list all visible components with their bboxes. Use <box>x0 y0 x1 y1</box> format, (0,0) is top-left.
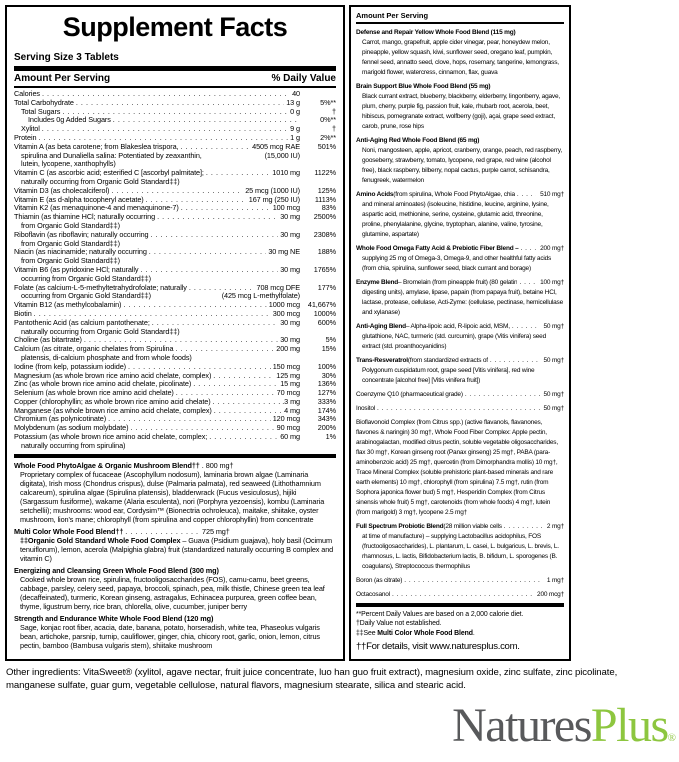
right-item-title: Anti-Aging Red Whole Food Blend (65 mg) <box>356 137 480 144</box>
divider-thick <box>356 603 564 607</box>
nutrient-dv: 2%** <box>320 132 336 142</box>
nutrient-row <box>14 125 336 134</box>
right-item-amount: 50 mg† <box>543 391 564 398</box>
right-item-body: at time of manufacture) – supplying Lactobacillus acidophilus, FOS (fructooligosaccharides), L. plantarum, L. casei, L. bulgaricus, L. brevis, L. rhamnosus, L. lactis, Bifidobacterium lactis, B. bifidum, L. sporogenes (B. coagulans), Streptococcus thermophilus <box>362 533 559 570</box>
nutrient-row <box>14 116 336 125</box>
nutrient-cont-text: occurring from Organic Gold Standard‡‡) <box>21 291 151 301</box>
nutrient-dv: † <box>332 106 336 116</box>
nutrient-dv: 1122% <box>314 168 336 178</box>
nutrient-amount: 30 mg <box>280 229 300 239</box>
blend-title: Energizing and Cleansing Green Whole Food Blend (300 mg) <box>14 565 219 575</box>
nutrient-name: Thiamin (as thiamine HCl; naturally occurring <box>14 212 156 222</box>
nutrient-amount: 30 mg <box>280 264 300 274</box>
naturesplus-logo <box>452 699 676 752</box>
nutrient-dv: 1% <box>325 432 336 442</box>
right-item-title: Trans-Resveratrol <box>356 357 408 364</box>
right-item-line <box>356 28 564 38</box>
right-item-body: Polygonum cuspidatum root, grape seed [Vitis vinifera], red wine concentrate [alcohol free] [Vitis vinifera fruit]) <box>362 367 535 384</box>
nutrient-name: Selenium (as whole brown rice amino acid chelate) <box>14 388 174 398</box>
logo-natures: Natures <box>452 699 591 752</box>
nutrient-dv: 30% <box>321 370 336 380</box>
right-item-body: supplying 25 mg of Omega-3, Omega-9, and other healthful fatty acids (from chia, spirulina, sunflower seed, black currant and borage) <box>362 255 552 272</box>
blend-body-lead: ‡‡Organic Gold Standard Whole Food Complex <box>20 535 181 545</box>
nutrient-dv: 1765% <box>313 264 336 274</box>
nutrient-name: Vitamin B6 (as pyridoxine HCl; naturally <box>14 264 139 274</box>
dot-leader <box>517 190 536 200</box>
nutrient-dv: 41,667% <box>307 300 336 310</box>
right-item <box>356 576 564 586</box>
right-item-title: Defense and Repair Yellow Whole Food Blend (115 mg) <box>356 29 516 36</box>
nutrient-name: Pantothenic Acid (as calcium pantothenate; <box>14 317 150 327</box>
dot-leader <box>125 527 200 536</box>
blend <box>14 527 336 563</box>
right-item-text: – Bromelain (from pineapple fruit) (80 gelatin <box>398 279 518 286</box>
right-item-text: Inositol <box>356 405 375 412</box>
left-blends <box>14 461 336 650</box>
right-item <box>356 356 564 386</box>
nutrient-amount: 25 mcg (1000 IU) <box>245 185 300 195</box>
nutrient-name: Magnesium (as whole brown rice amino acid chelate, complex) <box>14 370 212 380</box>
right-item-text: (from standardized extracts of <box>407 357 488 364</box>
blend <box>14 614 336 650</box>
nutrient-amount: 90 mcg <box>276 423 300 433</box>
blend-body: Sage, konjac root fiber, acacia, date, banana, potato, horseradish, white tea, Phaseolus vulgaris bean, artichoke, parsnip, turnip, cauliflower, ginger, chia, chicory root, garlic, onion, lemon, citrus pectin, bamboo (Bambusa vulgaris stem), shiitake mushroom <box>20 622 320 650</box>
nutrient-amount: 0 g <box>290 106 300 116</box>
nutrient-dv: 600% <box>317 317 336 327</box>
right-item <box>356 278 564 318</box>
right-item <box>356 522 564 572</box>
right-item-title: Enzyme Blend <box>356 279 399 286</box>
right-item-text: Coenzyme Q10 (pharmaceutical grade) <box>356 391 463 398</box>
nutrient-amount: 300 mcg <box>272 308 300 318</box>
right-item-line <box>356 576 564 586</box>
nutrient-cont-text: naturally occurring from Organic Gold Standard‡‡) <box>21 326 180 336</box>
nutrient-name: Copper (chlorophyllin; as whole brown rice amino acid chelate) <box>14 396 211 406</box>
right-item-title: Amino Acids <box>356 191 394 198</box>
dot-leader <box>151 231 279 240</box>
nutrient-name: Calories <box>14 89 40 98</box>
nutrient-dv: 83% <box>321 203 336 213</box>
dot-leader <box>42 90 290 99</box>
dot-leader <box>404 576 543 586</box>
nutrient-amount: 1000 mcg <box>268 300 300 310</box>
right-item-amount: 50 mg† <box>543 405 564 412</box>
nutrient-cont-text: naturally occurring from spirulina) <box>21 440 126 450</box>
nutrient-name: Iodine (from kelp, potassium iodide) <box>14 361 126 371</box>
right-item-title: Full Spectrum Probiotic Blend <box>356 523 444 530</box>
nutrient-name: Includes 0g Added Sugars <box>28 115 111 125</box>
right-item-amount: 50 mg† <box>543 357 564 364</box>
nutrient-name: Chromium (as polynicotinate) <box>14 414 107 424</box>
registered-trademark-icon: ® <box>667 732 676 744</box>
nutrient-amount: 30 mg <box>280 212 300 222</box>
nutrient-dv: 188% <box>317 247 336 257</box>
right-item-body: Noni, mangosteen, apple, apricot, cranberry, orange, peach, red raspberry, gooseberry, strawberry, tomato, lycopene, red grape, red wine (alcohol free), black raspberry, bilberry, nopal cactus, purple carrot, schisandra, fenugreek, watermelon <box>362 147 562 184</box>
nutrient-row <box>14 213 336 231</box>
nutrient-name: Vitamin E (as d-alpha tocopheryl acetate) <box>14 194 144 204</box>
nutrient-name: Manganese (as whole brown rice amino acid chelate, complex) <box>14 405 212 415</box>
dot-leader <box>213 372 274 381</box>
supplement-facts-title: Supplement Facts <box>62 12 288 42</box>
blend <box>14 461 336 524</box>
dot-leader <box>512 322 540 332</box>
nutrient-row <box>14 345 336 363</box>
right-item-line <box>356 390 564 400</box>
nutrient-cont-text: from Organic Gold Standard‡‡) <box>21 220 120 230</box>
nutrient-amount: 708 mcg DFE <box>256 282 300 292</box>
nutrient-amount: 30 mg <box>280 335 300 345</box>
nutrient-amount-secondary: (15,000 IU) <box>264 150 300 160</box>
dot-leader <box>140 266 278 275</box>
right-item-amount: 200 mcg† <box>537 591 564 598</box>
nutrient-amount: 30 mg NE <box>268 247 300 257</box>
dot-leader <box>465 390 540 400</box>
nutrient-dv: 177% <box>317 282 336 292</box>
blend-title: Whole Food PhytoAlgae & Organic Mushroom Blend†† <box>14 460 200 470</box>
nutrient-dv: 2500% <box>313 212 336 222</box>
blend-body: Proprietary complex of fucaceae (Ascophyllum nodosum), laminaria brown algae (Laminaria digitata), Irish moss (Chondrus crispus), dulse (Palmaria palmata), red seaweed (Lithothamnium calcareum), spirulina algae (Spirulina platensis), bladderwrack (Fucus vesiculosus), hijiki (Sargassum fusiforme), wakame (Alaria esculenta), nori (Porphyra yezoensis), kombu (Laminaria setchellii); mushrooms: wood ear, Cordysim™ (Bionectria ochroleuca), maitake, shiitake, oyster mushroom, lion's mane; chlorophyll (from spirulina and copper chlorophyllin) from concentrate <box>20 469 325 524</box>
nutrient-cont-line <box>14 442 336 451</box>
nutrient-amount: 167 mg (250 IU) <box>248 194 300 204</box>
dot-leader <box>108 415 271 424</box>
dot-leader <box>206 169 270 178</box>
right-item-body: Carrot, mango, grapefruit, apple cider vinegar, pear, honeydew melon, pineapple, yellow squash, kiwi, sunflower seed, oregano leaf, pumpkin, fennel seed, annatto seed, clove, hops, rosemary, tangerine, lemongrass, marigold flower, watercress, cinnamon, flax, guava <box>362 39 559 76</box>
nutrient-row <box>14 143 336 169</box>
nutrient-dv: 1000% <box>313 308 336 318</box>
nutrient-amount: 9 g <box>290 124 300 134</box>
divider-medium <box>14 86 336 88</box>
nutrient-name: Protein <box>14 132 37 142</box>
logo-plus: Plus <box>590 699 668 752</box>
nutrient-name: Folate (as calcium-L-5-methyltetrahydrofolate; naturally <box>14 282 187 292</box>
nutrient-amount: 70 mcg <box>276 388 300 398</box>
amount-per-serving-header: Amount Per Serving <box>14 73 111 84</box>
nutrient-amount: .3 mg <box>282 396 300 406</box>
dot-leader <box>214 407 282 416</box>
right-item-body: and mineral aminoates) (isoleucine, histidine, leucine, arginine, lysine, aspartic acid, methionine, serine, cysteine, glutamic acid, threonine, proline, phenylalanine, glycine, tryptophan, alanine, valine, tyrosine, glutamine, aspartate) <box>362 201 549 238</box>
nutrient-dv: 127% <box>317 388 336 398</box>
right-item-text: Boron (as citrate) <box>356 577 403 584</box>
details-note: ††For details, visit www.naturesplus.com. <box>356 641 520 653</box>
right-item-text: Octacosanol <box>356 591 390 598</box>
blend-title: Multi Color Whole Food Blend†† <box>14 526 124 536</box>
dot-leader <box>157 213 278 222</box>
nutrient-dv: 0%** <box>320 115 336 125</box>
other-ingredients-text: Other ingredients: VitaSweet® (xylitol, agave nectar, fruit juice concentrate, luo han guo fruit extract), magnesium oxide, zinc sulfate, zinc picolinate, manganese sulfate, guar gum, vegetable cellulose, natural flavors, magnesium stearate, silica and stearic acid. <box>6 667 618 691</box>
right-item-amount: 510 mg† <box>540 191 564 198</box>
nutrient-row <box>14 248 336 266</box>
right-item-line <box>356 244 564 254</box>
dot-leader <box>392 590 533 600</box>
dot-leader <box>377 404 540 414</box>
right-item <box>356 190 564 240</box>
nutrient-dv: 501% <box>317 141 336 151</box>
nutrient-line <box>14 125 336 134</box>
nutrient-name: Zinc (as whole brown rice amino acid chelate, picolinate) <box>14 379 192 389</box>
footnote: **Percent Daily Values are based on a 2,000 calorie diet. <box>356 611 524 618</box>
right-item <box>356 404 564 414</box>
dot-leader <box>213 398 281 407</box>
right-item-line <box>356 590 564 600</box>
right-item-text: (from spirulina, Whole Food PhytoAlgae, chia <box>393 191 515 198</box>
right-item-line <box>356 356 564 366</box>
nutrient-name: Vitamin B12 (as methylcobalamin) <box>14 300 122 310</box>
right-item-line <box>356 322 564 332</box>
nutrient-cont-text: occurring from Organic Gold Standard‡‡) <box>21 273 151 283</box>
nutrient-dv: 200% <box>317 423 336 433</box>
dot-leader <box>42 125 288 134</box>
serving-size: Serving Size 3 Tablets <box>14 52 119 63</box>
dot-leader <box>123 301 266 310</box>
blend-title-line <box>14 527 230 536</box>
right-item <box>356 322 564 352</box>
right-item <box>356 244 564 274</box>
nutrient-amount: 13 g <box>286 97 300 107</box>
blend-body: ‡‡Organic Gold Standard Whole Food Complex – Guava (Psidium guajava), holy basil (Ocimum tenuiflorum), lemon, acerola (Malpighia glabra) fruit (standardized naturally occurring B complex and vitamin C) <box>20 535 334 563</box>
nutrient-row <box>14 231 336 249</box>
blend-amount: 800 mg† <box>205 460 234 470</box>
right-item-line <box>356 136 564 146</box>
nutrient-name: Biotin <box>14 308 32 318</box>
blend-amount: 725 mg† <box>202 526 230 536</box>
right-item-line <box>356 522 564 532</box>
nutrient-name: Xylitol <box>21 124 40 134</box>
nutrient-dv: † <box>332 124 336 134</box>
nutrient-dv: 15% <box>321 344 336 354</box>
right-item <box>356 136 564 186</box>
right-item-line <box>356 190 564 200</box>
nutrient-dv: 136% <box>317 379 336 389</box>
right-item-line <box>356 278 564 288</box>
nutrient-amount: 200 mg <box>276 344 300 354</box>
nutrient-name: Riboflavin (as riboflavin; naturally occurring <box>14 229 149 239</box>
nutrient-name: Total Carbohydrate <box>14 97 74 107</box>
blend-title-line <box>14 614 336 623</box>
nutrient-cont-text: lutein, lycopene, xanthophylls) <box>21 159 116 169</box>
amount-per-serving-header-right: Amount Per Serving <box>356 11 429 20</box>
dot-leader <box>504 522 543 532</box>
nutrient-dv: 1113% <box>314 194 336 204</box>
nutrient-dv: 100% <box>317 361 336 371</box>
dot-leader <box>149 248 267 257</box>
right-item-title: Brain Support Blue Whole Food Blend (55 mg) <box>356 83 491 90</box>
nutrient-dv: 5% <box>325 335 336 345</box>
nutrient-cont-text: from Organic Gold Standard‡‡) <box>21 256 120 266</box>
nutrient-row <box>14 319 336 337</box>
dot-leader <box>209 433 278 442</box>
nutrient-name: Vitamin C (as ascorbic acid; esterified C [ascorbyl palmitate]; <box>14 168 204 178</box>
nutrient-amount: 150 mcg <box>272 361 300 371</box>
right-item-text: (28 million viable cells <box>443 523 502 530</box>
blend-title: Strength and Endurance White Whole Food Blend (120 mg) <box>14 613 214 623</box>
right-item-line <box>356 82 564 92</box>
right-item-amount: 1 mg† <box>546 577 564 584</box>
dot-leader <box>202 461 204 470</box>
nutrient-amount: 125 mg <box>276 370 300 380</box>
nutrient-cont-text: naturally occurring from Organic Gold Standard‡‡) <box>21 176 180 186</box>
right-item-text: – Alpha-lipoic acid, R-lipoic acid, MSM, <box>405 323 510 330</box>
nutrient-line <box>14 116 336 125</box>
nutrient-name: Niacin (as niacinamide; naturally occurring <box>14 247 147 257</box>
nutrient-cont-text: platensis, di-calcium phosphate and from whole foods) <box>21 352 192 362</box>
nutrient-amount: 15 mg <box>280 379 300 389</box>
nutrient-dv: 125% <box>317 185 336 195</box>
right-items <box>356 28 564 600</box>
blend-title-line <box>14 566 336 575</box>
nutrient-row <box>14 99 336 108</box>
nutrient-dv: 5%** <box>320 97 336 107</box>
nutrient-name: Vitamin A (as beta carotene; from Blakeslea trispora, <box>14 141 179 151</box>
nutrient-row <box>14 169 336 187</box>
nutrient-name: Vitamin K2 (as menaquinone-4 and menaquinone-7) <box>14 203 179 213</box>
nutrient-cont-text: spirulina and Dunaliella salina: Potentiated by zeaxanthin, <box>21 150 202 160</box>
nutrient-row <box>14 266 336 284</box>
nutrient-amount: 4 mg <box>284 405 300 415</box>
right-item <box>356 590 564 600</box>
nutrient-name: Molybdenum (as sodium molybdate) <box>14 423 129 433</box>
nutrient-name: Choline (as bitartrate) <box>14 335 82 345</box>
footnote: ‡‡See Multi Color Whole Food Blend. <box>356 629 475 637</box>
nutrient-amount: 60 mg <box>280 432 300 442</box>
dot-leader <box>521 244 537 254</box>
dot-leader <box>181 204 271 213</box>
other-ingredients <box>6 667 666 692</box>
nutrient-amount: 1010 mg <box>272 168 300 178</box>
right-panel <box>349 5 571 661</box>
footnote-bold: Multi Color Whole Food Blend <box>377 629 473 637</box>
right-item <box>356 28 564 78</box>
right-item-amount: 50 mg† <box>543 323 564 330</box>
supplement-facts-panel <box>5 5 345 661</box>
right-item-amount: 200 mg† <box>540 245 564 252</box>
nutrient-amount: 1 g <box>290 132 300 142</box>
nutrient-dv: 2308% <box>313 229 336 239</box>
dot-leader <box>193 380 278 389</box>
right-item-line <box>356 404 564 414</box>
right-item-amount: 100 mg† <box>540 279 564 286</box>
divider-thick <box>14 454 336 458</box>
right-item-body: Black currant extract, blueberry, blackberry, elderberry, lingonberry, agave, plum, cherry, purple fig, passion fruit, kale, rhubarb root, acerola, beet, hibiscus, pomegranate extract, wolfberry (goji), açai, grape seed extract, carob, prune, rose hips <box>362 93 560 130</box>
nutrient-name: Calcium (as citrate, organic chelates from Spirulina <box>14 344 174 354</box>
footnote: †Daily Value not established. <box>356 620 442 628</box>
dot-leader <box>490 356 540 366</box>
nutrient-name: Vitamin D3 (as cholecalciferol) <box>14 185 110 195</box>
dot-leader <box>113 116 298 125</box>
nutrient-table <box>14 90 336 451</box>
nutrient-amount-secondary: (425 mcg L-methylfolate) <box>221 291 300 301</box>
nutrient-dv: 333% <box>317 396 336 406</box>
right-item-body: Bioflavonoid Complex (from Citrus spp.) (active flavanols, flavanones, flavones & naringin) 30 mg†, Whole Food Fiber Complex: Apple pectin, arabinogalactan, modified citrus pectin, soluble vegetable oligosaccharides, flax 30 mg†, Korean ginseng root (Panax ginseng) 25 mg†, PABA (para-aminobenzoic acid) 25 mg†, quercetin (from Dimorphandra mollis) 10 mg†, Trace Mineral Complex (soluble prehistoric plant-based minerals and rare earth elements) 10 mg†, chlorophyll (from spirulina) 7.5 mg†, rutin (from Sophora japonica flower bud) 5 mg†, Hesperidin Complex (from Citrus sinensis whole fruit) 5 mg†, carotenoids (from whole foods) 4 mg†, lutein (from marigold) 3 mg†, lycopene 2.5 mg† <box>356 419 558 516</box>
right-item <box>356 390 564 400</box>
nutrient-cont-text: from Organic Gold Standard‡‡) <box>21 238 120 248</box>
nutrient-amount: 100 mcg <box>272 203 300 213</box>
right-item-amount: 2 mg† <box>546 523 564 530</box>
nutrient-row <box>14 433 336 451</box>
footnotes <box>356 610 564 638</box>
nutrient-amount: 30 mg <box>280 317 300 327</box>
right-item-body: digesting units), amylase, lipase, papain (from papaya fruit), betaine HCl, lactase, protease, cellulase, Acti-Zyme: (cellulase, pectinase, hemicellulase and xylanase) <box>362 289 564 316</box>
nutrient-amount: 40 <box>292 89 300 98</box>
dot-leader <box>76 99 284 108</box>
nutrient-name: Potassium (as whole brown rice amino acid chelate, complex; <box>14 432 208 442</box>
nutrient-dv: 343% <box>317 414 336 424</box>
table-header-row <box>14 71 336 86</box>
blend <box>14 566 336 611</box>
blend-title-line <box>14 460 234 470</box>
right-item <box>356 418 564 518</box>
dot-leader <box>519 278 536 288</box>
nutrient-line <box>14 99 336 108</box>
right-item-title: Whole Food Omega Fatty Acid & Prebiotic Fiber Blend – <box>356 245 519 252</box>
right-item-body: glutathione, NAC, turmeric (std. curcumin), grape (Vitis vinifera) seed extract (std. proanthocyanidins) <box>362 333 547 350</box>
daily-value-header: % Daily Value <box>271 73 336 84</box>
right-item <box>356 82 564 132</box>
right-item-title: Anti-Aging Blend <box>356 323 406 330</box>
nutrient-name: Total Sugars <box>21 106 61 116</box>
blend-body: Cooked whole brown rice, spirulina, fructooligosaccharides (FOS), camu-camu, beet greens, cabbage, parsley, celery seed, papaya, broccoli, spinach, pea, milk thistle, Chinese green tea leaf (decaffeinated), turmeric, Korean ginseng, astragalus, Echinacea purpurea, green coffee bean, thyme, ligustrum berry, rice bran, chlorella, olive, cucumber, juniper berry <box>20 574 325 611</box>
nutrient-dv: 174% <box>317 405 336 415</box>
divider-medium <box>356 22 564 24</box>
nutrient-amount: 4505 mcg RAE <box>252 141 300 151</box>
nutrient-amount: 120 mcg <box>272 414 300 424</box>
nutrient-row <box>14 284 336 302</box>
